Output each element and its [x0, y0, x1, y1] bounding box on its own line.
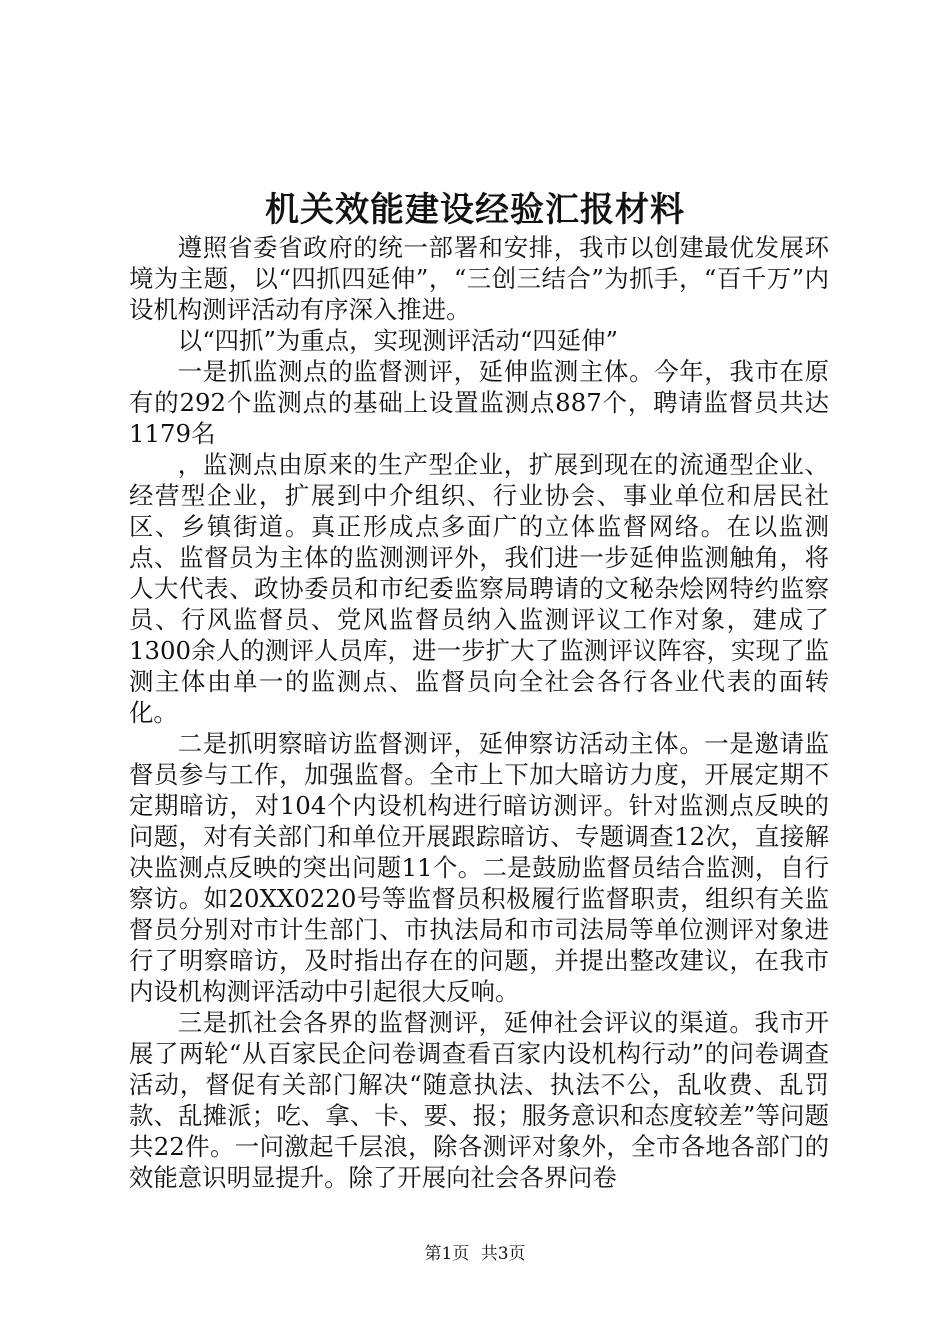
paragraph-first-point: 一是抓监测点的监督测评，延伸监测主体。今年，我市在原有的292个监测点的基础上设置监测点887个，聘请监督员共达1179名: [129, 357, 829, 448]
paragraph-intro: 遵照省委省政府的统一部署和安排，我市以创建最优发展环境为主题，以“四抓四延伸”，“三创三结合”为抓手，“百千万”内设机构测评活动有序深入推进。: [129, 233, 829, 324]
page-number: 第1页: [424, 1244, 470, 1264]
document-body: [129, 232, 829, 1193]
document-title: 机关效能建设经验汇报材料: [265, 190, 685, 230]
paragraph-first-point-continued: ，监测点由原来的生产型企业，扩展到现在的流通型企业、经营型企业，扩展到中介组织、行业协会、事业单位和居民社区、乡镇街道。真正形成点多面广的立体监督网络。在以监测点、监督员为主体的监测测评外，我们进一步延伸监测触角，将人大代表、政协委员和市纪委监察局聘请的文秘杂烩网特约监察员、行风监督员、党风监督员纳入监测评议工作对象，建成了1300余人的测评人员库，进一步扩大了监测评议阵容，实现了监测主体由单一的监测点、监督员向全社会各行各业代表的面转化。: [129, 450, 829, 727]
paragraph-second-point: 二是抓明察暗访监督测评，延伸察访活动主体。一是邀请监督员参与工作，加强监督。全市上下加大暗访力度，开展定期不定期暗访，对104个内设机构进行暗访测评。针对监测点反映的问题，对有关部门和单位开展跟踪暗访、专题调查12次，直接解决监测点反映的突出问题11个。二是鼓励监督员结合监测，自行察访。如20XX0220号等监督员积极履行监督职责，组织有关监督员分别对市计生部门、市执法局和市司法局等单位测评对象进行了明察暗访，及时指出存在的问题，并提出整改建议，在我市内设机构测评活动中引起很大反响。: [129, 729, 829, 1006]
page-total: 共3页: [480, 1244, 526, 1264]
paragraph-heading: 以“四抓”为重点，实现测评活动“四延伸”: [177, 326, 618, 355]
paragraph-third-point: 三是抓社会各界的监督测评，延伸社会评议的渠道。我市开展了两轮“从百家民企问卷调查看百家内设机构行动”的问卷调查活动，督促有关部门解决“随意执法、执法不公，乱收费、乱罚款、乱摊派；吃、拿、卡、要、报；服务意识和态度较差”等问题共22件。一问激起千层浪，除各测评对象外，全市各地各部门的效能意识明显提升。除了开展向社会各界问卷: [129, 1008, 829, 1192]
page-footer: [0, 1243, 950, 1265]
